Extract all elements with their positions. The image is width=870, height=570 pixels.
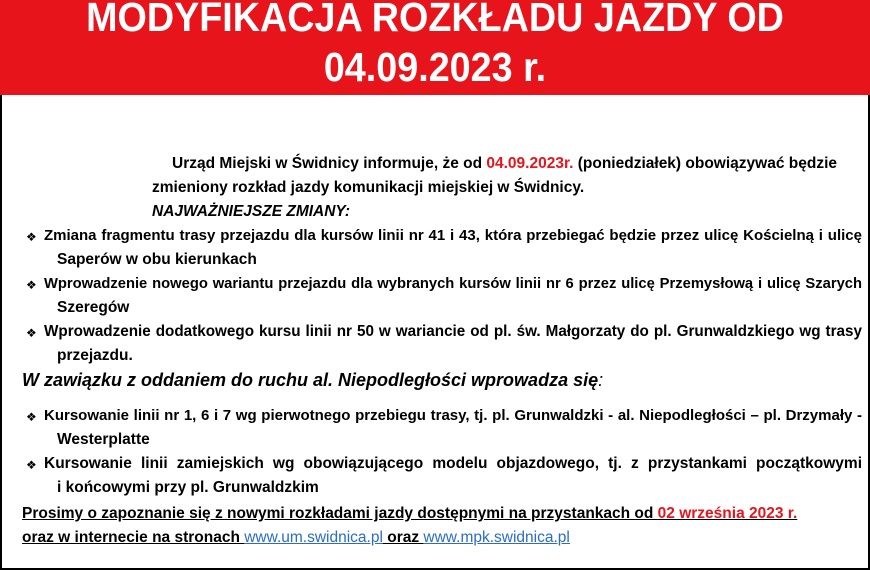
- footer-line-2: [22, 526, 570, 550]
- list-item-cont: Westerplatte: [57, 431, 150, 448]
- bullet-icon: ❖: [26, 458, 37, 472]
- intro-text-2: (poniedziałek) obowiązywać będzie: [573, 155, 837, 172]
- section-heading: [22, 368, 603, 392]
- list-item-line: Zmiana fragmentu trasy przejazdu dla kursów linii nr 41 i 43, która przebiegać będzie przez ulicę Kościelną i ulicę: [44, 227, 862, 244]
- bullet-icon: ❖: [26, 278, 37, 292]
- list-item-line: Wprowadzenie nowego wariantu przejazdu dla wybranych kursów linii nr 6 przez ulicę Przemysłową i ulicę Szarych: [44, 276, 862, 292]
- title-line-2: 04.09.2023 r.: [323, 44, 547, 90]
- list-item-cont: Saperów w obu kierunkach: [57, 251, 257, 268]
- intro-line-1: [172, 152, 837, 176]
- list-item-line: Kursowanie linii zamiejskich wg obowiązującego modelu objazdowego, tj. z przystankami początkowymi: [44, 455, 862, 472]
- footer-mid: oraz: [382, 529, 424, 546]
- footer-text: Prosimy o zapoznanie się z nowymi rozkładami jazdy dostępnymi na przystankach od: [22, 505, 658, 522]
- link-mpk[interactable]: www.mpk.swidnica.pl: [423, 529, 570, 546]
- list-item-cont: i końcowymi przy pl. Grunwaldzkim: [57, 479, 319, 496]
- intro-text: Urząd Miejski w Świdnicy informuje, że od: [172, 155, 487, 172]
- list-item: [44, 452, 862, 476]
- bullet-icon: ❖: [26, 230, 37, 244]
- title-line-1: MODYFIKACJA ROZKŁADU JAZDY OD: [86, 0, 784, 40]
- list-item-cont: Szeregów: [57, 299, 130, 316]
- list-item-line: Kursowanie linii nr 1, 6 i 7 wg pierwotnego przebiegu trasy, tj. pl. Grunwaldzki - al. Niepodległości – pl. Drzymały -: [44, 407, 862, 424]
- list-item: [44, 272, 862, 296]
- list-item: [44, 224, 862, 248]
- bullet-icon: ❖: [26, 326, 37, 340]
- list-item-line: Wprowadzenie dodatkowego kursu linii nr 50 w wariancie od pl. św. Małgorzaty do pl. Grunwaldzkiego wg trasy: [44, 323, 862, 340]
- title-banner: [0, 0, 870, 95]
- intro-line-2: zmieniony rozkład jazdy komunikacji miejskiej w Świdnicy.: [152, 179, 585, 196]
- list-item-cont: przejazdu.: [57, 347, 133, 364]
- footer-date: 02 września 2023 r.: [657, 505, 798, 522]
- link-um[interactable]: www.um.swidnica.pl: [244, 529, 383, 546]
- list-item: [44, 404, 862, 428]
- section-colon: :: [598, 370, 604, 390]
- intro-date: 04.09.2023r.: [486, 155, 574, 172]
- changes-heading: NAJWAŻNIEJSZE ZMIANY:: [152, 203, 351, 220]
- list-item: [44, 320, 862, 344]
- footer-text-2: oraz w internecie na stronach: [22, 529, 245, 546]
- footer-line-1: [22, 502, 797, 526]
- section-title: W zawiązku z oddaniem do ruchu al. Niepodległości wprowadza się: [22, 370, 599, 390]
- bullet-icon: ❖: [26, 410, 37, 424]
